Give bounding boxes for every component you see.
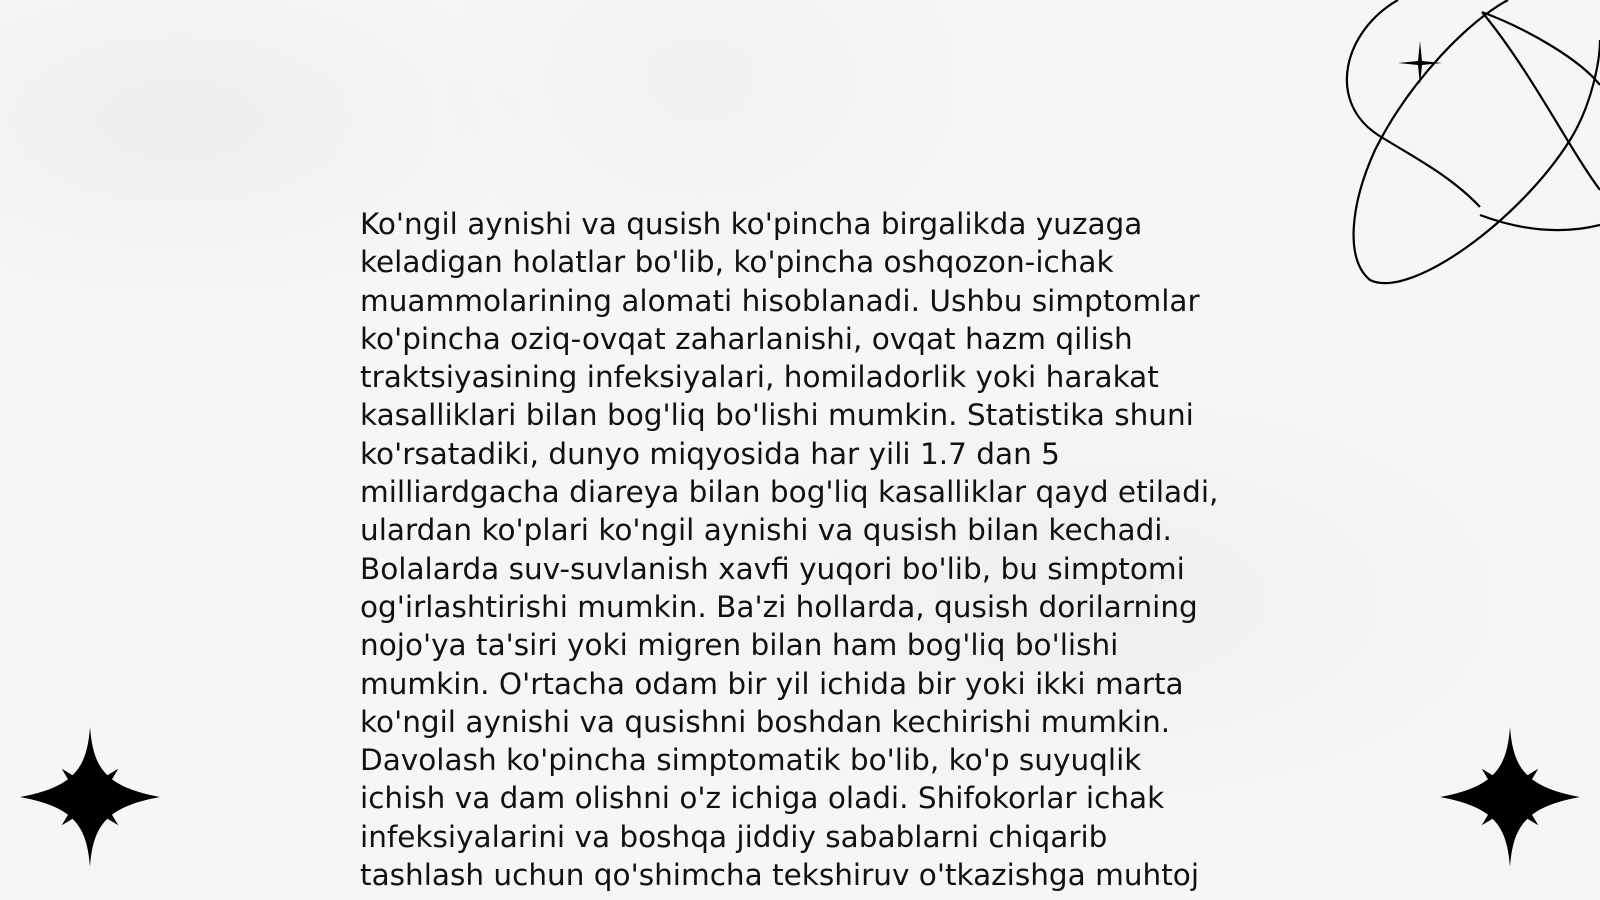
paragraph-line: infeksiyalarini va boshqa jiddiy sabablarni chiqarib	[360, 819, 1108, 854]
paragraph-line: milliardgacha diareya bilan bog'liq kasalliklar qayd etiladi,	[360, 475, 1219, 510]
paragraph-line: ulardan ko'plari ko'ngil aynishi va qusish bilan kechadi.	[360, 513, 1172, 548]
paragraph-line: og'irlashtirishi mumkin. Ba'zi hollarda, qusish dorilarning	[360, 589, 1198, 624]
paragraph-line: Ko'ngil aynishi va qusish ko'pincha birgalikda yuzaga	[360, 207, 1143, 241]
orbit-wing	[1482, 12, 1600, 190]
paragraph-line: muammolarining alomati hisoblanadi. Ushbu simptomlar	[360, 283, 1200, 318]
paragraph-line: ko'ngil aynishi va qusishni boshdan kechirishi mumkin.	[360, 704, 1171, 739]
orbit-sparkle-icon	[1330, 0, 1600, 290]
paragraph-line: keladigan holatlar bo'lib, ko'pincha oshqozon-ichak	[360, 245, 1114, 280]
paragraph-line: ko'pincha oziq-ovqat zaharlanishi, ovqat hazm qilish	[360, 321, 1133, 356]
four-point-star-icon	[1440, 727, 1580, 867]
paragraph-line: traktsiyasining infeksiyalari, homiladorlik yoki harakat	[360, 360, 1159, 395]
paragraph-line: Bolalarda suv-suvlanish xavfi yuqori bo'lib, bu simptomi	[360, 551, 1185, 586]
body-paragraph	[360, 205, 1240, 894]
sparkle-icon	[1398, 41, 1442, 85]
paragraph-line: kasalliklari bilan bog'liq bo'lishi mumkin. Statistika shuni	[360, 398, 1194, 433]
four-point-star-icon	[20, 727, 160, 867]
paragraph-line: tashlash uchun qo'shimcha tekshiruv o'tkazishga muhtoj	[360, 858, 1200, 893]
paragraph-line: Davolash ko'pincha simptomatik bo'lib, ko'p suyuqlik	[360, 743, 1142, 778]
orbit-inner-arc	[1347, 0, 1480, 207]
paragraph-line: ko'rsatadiki, dunyo miqyosida har yili 1.7 dan 5	[360, 436, 1060, 471]
paragraph-line: ichish va dam olishni o'z ichiga oladi. Shifokorlar ichak	[360, 781, 1165, 816]
paragraph-line: nojo'ya ta'siri yoki migren bilan ham bog'liq bo'lishi	[360, 628, 1119, 663]
paragraph-line: mumkin. O'rtacha odam bir yil ichida bir yoki ikki marta	[360, 666, 1184, 701]
